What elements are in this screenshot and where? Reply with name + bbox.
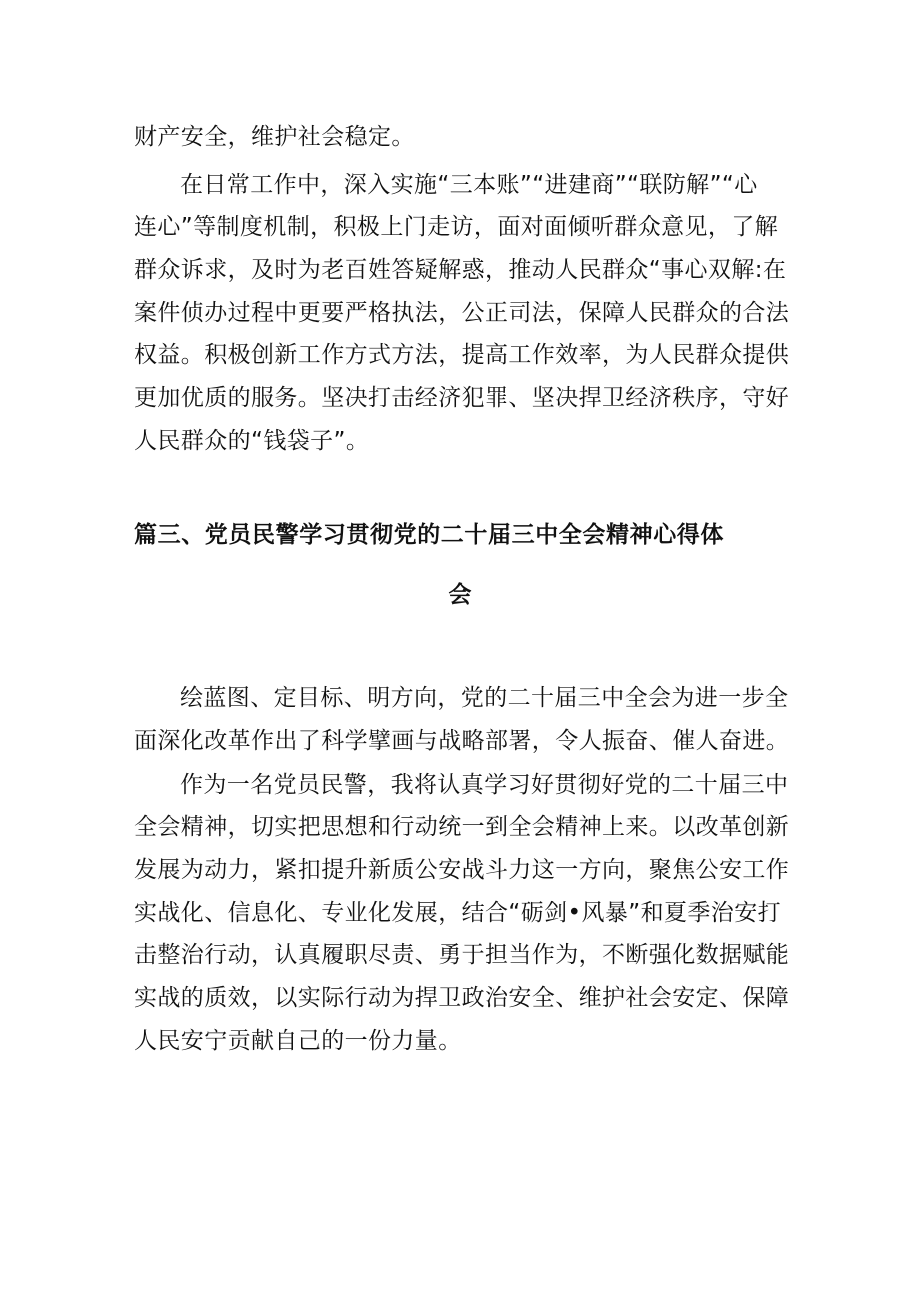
paragraph-line: 财产安全，维护社会稳定。 <box>134 124 415 150</box>
paragraph-line: 人民安宁贡献自己的一份力量。 <box>134 1028 462 1054</box>
paragraph-line: 面深化改革作出了科学擘画与战略部署，令人振奋、催人奋进。 <box>134 728 790 754</box>
paragraph-line: 击整治行动，认真履职尽责、勇于担当作为，不断强化数据赋能 <box>134 942 790 968</box>
paragraph-line: 绘蓝图、定目标、明方向，党的二十届三中全会为进一步全 <box>180 685 789 711</box>
paragraph-line: 案件侦办过程中更要严格执法，公正司法，保障人民群众的合法 <box>134 300 790 326</box>
paragraph-line: 全会精神，切实把思想和行动统一到全会精神上来。以改革创新 <box>134 814 790 840</box>
paragraph-line: 在日常工作中，深入实施“三本账”“进建商”“联防解”“心 <box>180 172 758 198</box>
paragraph-line: 人民群众的“钱袋子”。 <box>134 428 370 454</box>
section-heading: 篇三、党员民警学习贯彻党的二十届三中全会精神心得体 <box>134 522 724 548</box>
paragraph-line: 发展为动力，紧扣提升新质公安战斗力这一方向，聚焦公安工作 <box>134 857 790 883</box>
section-heading-continuation: 会 <box>448 582 472 608</box>
paragraph-line: 连心”等制度机制，积极上门走访，面对面倾听群众意见，了解 <box>134 214 779 240</box>
paragraph-line: 作为一名党员民警，我将认真学习好贯彻好党的二十届三中 <box>180 772 789 798</box>
paragraph-line: 实战化、信息化、专业化发展，结合“砺剑•风暴”和夏季治安打 <box>134 900 781 926</box>
paragraph-line: 实战的质效，以实际行动为捍卫政治安全、维护社会安定、保障 <box>134 985 790 1011</box>
paragraph-line: 群众诉求，及时为老百姓答疑解惑，推动人民群众“事心双解:在 <box>134 257 787 283</box>
paragraph-line: 权益。积极创新工作方式方法，提高工作效率，为人民群众提供 <box>134 342 790 368</box>
paragraph-line: 更加优质的服务。坚决打击经济犯罪、坚决捍卫经济秩序，守好 <box>134 385 790 411</box>
